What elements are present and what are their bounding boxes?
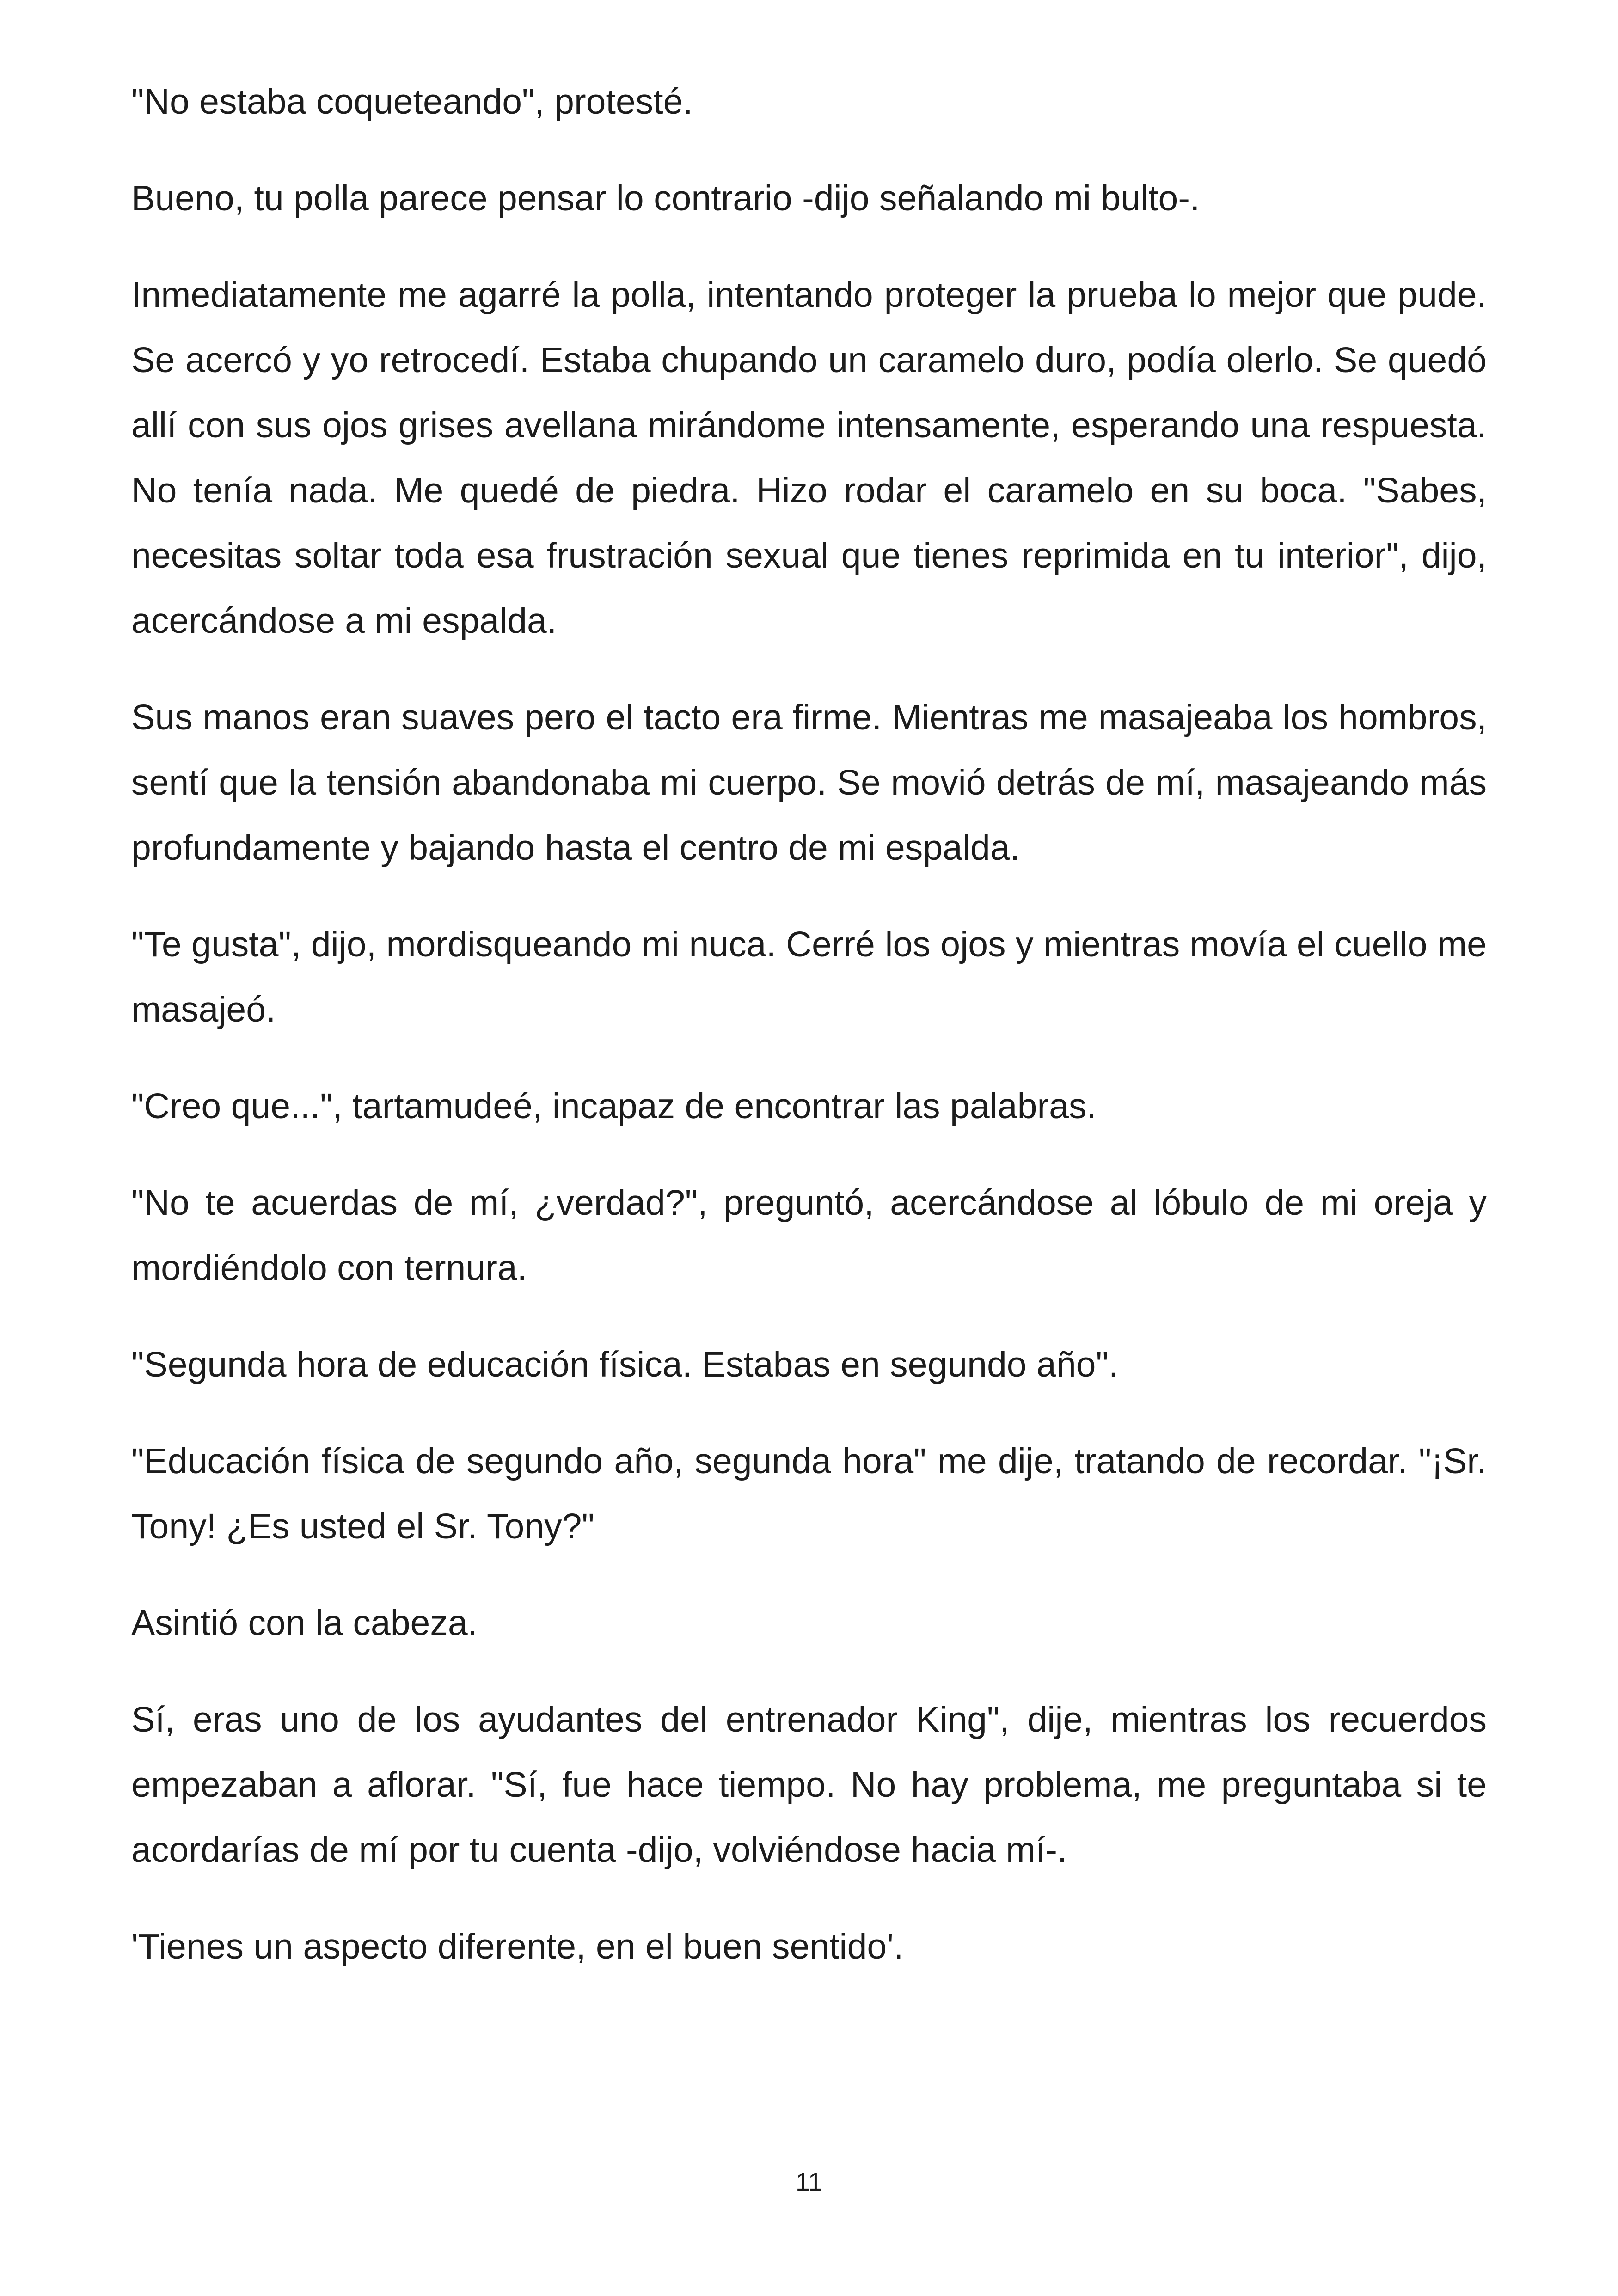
paragraph: Sus manos eran suaves pero el tacto era firme. Mientras me masajeaba los hombros, sentí que la tensión abandonaba mi cuerpo. Se movió detrás de mí, masajeando más profundamente y bajando hasta el centro de mi espalda. <box>131 698 1487 868</box>
paragraph: "Te gusta", dijo, mordisqueando mi nuca. Cerré los ojos y mientras movía el cuello me masajeó. <box>131 925 1487 1029</box>
paragraph: Bueno, tu polla parece pensar lo contrario -dijo señalando mi bulto-. <box>131 178 1200 218</box>
paragraph: "No estaba coqueteando", protesté. <box>131 82 693 122</box>
paragraph: Inmediatamente me agarré la polla, intentando proteger la prueba lo mejor que pude. Se acercó y yo retrocedí. Estaba chupando un caramelo duro, podía olerlo. Se quedó allí con sus ojos grises avellana mirándome intensamente, esperando una respuesta. No tenía nada. Me quedé de piedra. Hizo rodar el caramelo en su boca. "Sabes, necesitas soltar toda esa frustración sexual que tienes reprimida en tu interior", dijo, acercándose a mi espalda. <box>131 275 1487 641</box>
paragraph: "Educación física de segundo año, segunda hora" me dije, tratando de recordar. "¡Sr. Tony! ¿Es usted el Sr. Tony?" <box>131 1441 1487 1546</box>
paragraph: Sí, eras uno de los ayudantes del entrenador King", dije, mientras los recuerdos empezaban a aflorar. "Sí, fue hace tiempo. No hay problema, me preguntaba si te acordarías de mí por tu cuenta -dijo, volviéndose hacia mí-. <box>131 1700 1487 1870</box>
paragraph: "Segunda hora de educación física. Estabas en segundo año". <box>131 1345 1119 1384</box>
paragraph: 'Tienes un aspecto diferente, en el buen sentido'. <box>131 1927 904 1966</box>
paragraph: "Creo que...", tartamudeé, incapaz de encontrar las palabras. <box>131 1086 1097 1126</box>
page-number: 11 <box>795 2167 823 2196</box>
paragraph: "No te acuerdas de mí, ¿verdad?", preguntó, acercándose al lóbulo de mi oreja y mordiéndolo con ternura. <box>131 1183 1487 1288</box>
paragraph: Asintió con la cabeza. <box>131 1603 478 1643</box>
body-text <box>131 69 1487 2011</box>
